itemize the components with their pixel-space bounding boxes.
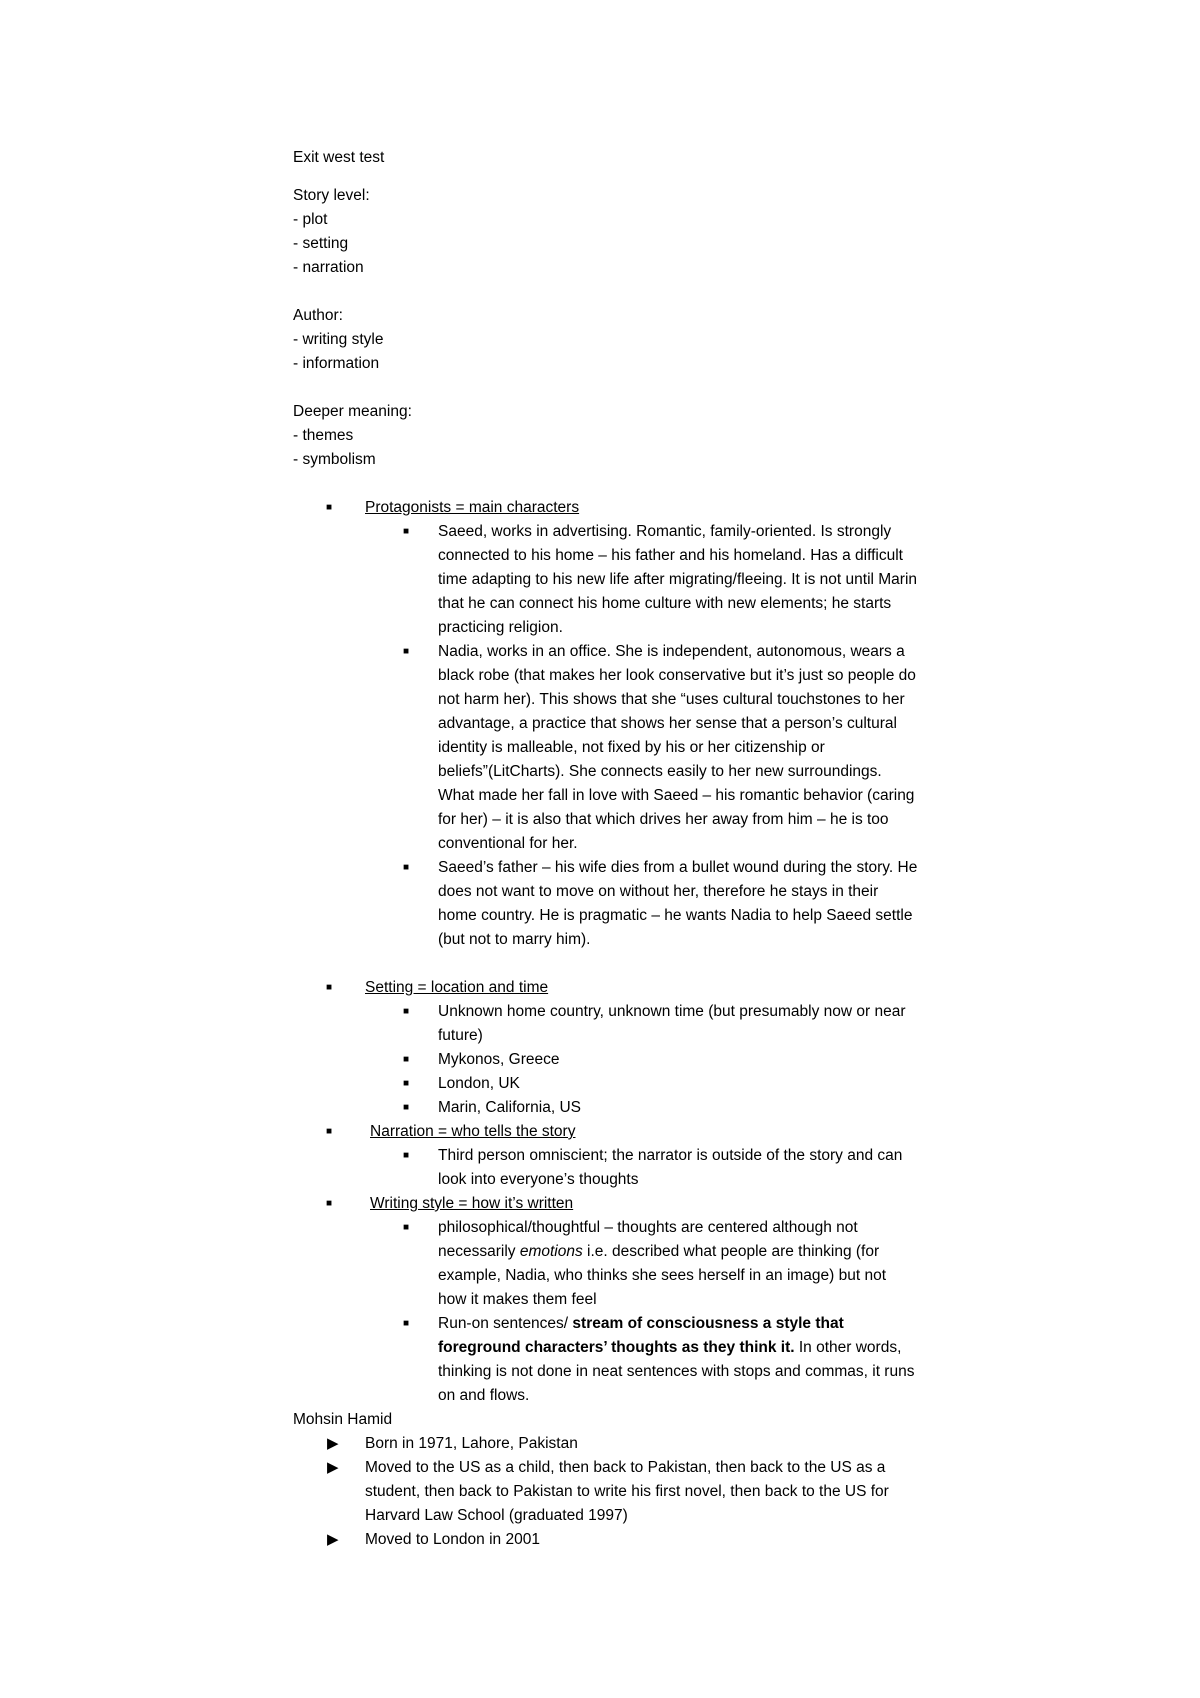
list-item <box>293 1072 918 1096</box>
list-item-text: Unknown home country, unknown time (but presumably now or near future) <box>438 1003 906 1044</box>
author-heading: Author: <box>293 307 343 324</box>
square-bullet-icon: ■ <box>403 1102 410 1113</box>
setting-heading: Setting = location and time <box>365 979 549 996</box>
square-bullet-icon: ■ <box>326 982 333 993</box>
square-bullet-icon: ■ <box>326 502 333 513</box>
square-bullet-icon: ■ <box>403 1222 410 1233</box>
deeper-meaning-heading: Deeper meaning: <box>293 403 412 420</box>
square-bullet-icon: ■ <box>403 526 410 537</box>
story-level-item: - narration <box>293 259 364 276</box>
list-item <box>293 1528 937 1552</box>
square-bullet-icon: ■ <box>326 1126 333 1137</box>
document-body <box>293 146 933 1552</box>
emphasis-text: emotions <box>519 1243 583 1260</box>
list-item <box>293 520 918 640</box>
document-title: Exit west test <box>293 149 385 166</box>
mohsin-hamid-heading: Mohsin Hamid <box>293 1411 393 1428</box>
list-item <box>293 1216 918 1312</box>
list-item-text-end: i.e. described what people are thinking (for example, Nadia, who thinks she sees herself in an image) but not how it makes them feel <box>438 1243 887 1308</box>
square-bullet-icon: ■ <box>403 862 410 873</box>
list-item <box>293 856 918 952</box>
square-bullet-icon: ■ <box>403 1054 410 1065</box>
list-item-text: Saeed’s father – his wife dies from a bullet wound during the story. He does not want to move on without her, therefore he stays in their home country. He is pragmatic – he wants Nadia to help Saeed settle (but not to marry him). <box>438 859 918 948</box>
arrow-bullet-icon: ▶ <box>327 1435 339 1452</box>
list-item-text: Born in 1971, Lahore, Pakistan <box>365 1435 578 1452</box>
author-item: - information <box>293 355 380 372</box>
bold-definition-text: stream of consciousness a style that foreground characters’ thoughts as they think it. <box>438 1315 844 1356</box>
list-item <box>293 1000 918 1048</box>
protagonists-section <box>293 496 933 520</box>
author-item: - writing style <box>293 331 384 348</box>
list-item-text: Moved to the US as a child, then back to Pakistan, then back to the US as a student, then back to Pakistan to write his first novel, then back to the US for Harvard Law School (graduated 1997) <box>365 1459 889 1524</box>
list-item-text: Saeed, works in advertising. Romantic, family-oriented. Is strongly connected to his home – his father and his homeland. Has a difficult time adapting to his new life after migrating/fleeing. It is not until Marin that he can connect his home culture with new elements; he starts practicing religion. <box>438 523 918 636</box>
list-item-text-start: philosophical/thoughtful – thoughts are centered although not necessarily <box>438 1219 858 1260</box>
list-item <box>293 640 918 856</box>
square-bullet-icon: ■ <box>403 646 410 657</box>
story-level-item: - setting <box>293 235 349 252</box>
arrow-bullet-icon: ▶ <box>327 1459 339 1476</box>
list-item-text: London, UK <box>438 1075 520 1092</box>
square-bullet-icon: ■ <box>403 1078 410 1089</box>
list-item <box>293 1312 918 1408</box>
list-item <box>293 1048 918 1072</box>
list-item <box>293 1456 937 1528</box>
square-bullet-icon: ■ <box>403 1150 410 1161</box>
list-item-text-start: Run-on sentences/ <box>438 1315 573 1332</box>
story-level-item: - plot <box>293 211 328 228</box>
square-bullet-icon: ■ <box>326 1198 333 1209</box>
list-item-text: Mykonos, Greece <box>438 1051 560 1068</box>
list-item-text: Moved to London in 2001 <box>365 1531 540 1548</box>
list-item-text: Marin, California, US <box>438 1099 581 1116</box>
list-item <box>293 1432 937 1456</box>
list-item <box>293 1144 918 1192</box>
narration-section <box>293 1120 933 1144</box>
deeper-meaning-item: - symbolism <box>293 451 376 468</box>
writing-style-heading: Writing style = how it’s written <box>370 1195 574 1212</box>
arrow-bullet-icon: ▶ <box>327 1531 339 1548</box>
narration-heading: Narration = who tells the story <box>370 1123 576 1140</box>
square-bullet-icon: ■ <box>403 1006 410 1017</box>
writing-style-section <box>293 1192 933 1216</box>
square-bullet-icon: ■ <box>403 1318 410 1329</box>
list-item-text: Nadia, works in an office. She is independent, autonomous, wears a black robe (that makes her look conservative but it’s just so people do not harm her). This shows that she “uses cultural touchstones to her advantage, a practice that shows her sense that a person’s cultural identity is malleable, not fixed by his or her citizenship or beliefs”(LitCharts). She connects easily to her new surroundings. What made her fall in love with Saeed – his romantic behavior (caring for her) – it is also that which drives her away from him – he is too conventional for her. <box>438 643 916 852</box>
list-item <box>293 1096 918 1120</box>
list-item-text-end: In other words, thinking is not done in neat sentences with stops and commas, it runs on and flows. <box>438 1339 915 1404</box>
list-item-text: Third person omniscient; the narrator is outside of the story and can look into everyone’s thoughts <box>438 1147 903 1188</box>
story-level-heading: Story level: <box>293 187 370 204</box>
deeper-meaning-item: - themes <box>293 427 354 444</box>
protagonists-heading: Protagonists = main characters <box>365 499 580 516</box>
setting-section <box>293 976 933 1000</box>
